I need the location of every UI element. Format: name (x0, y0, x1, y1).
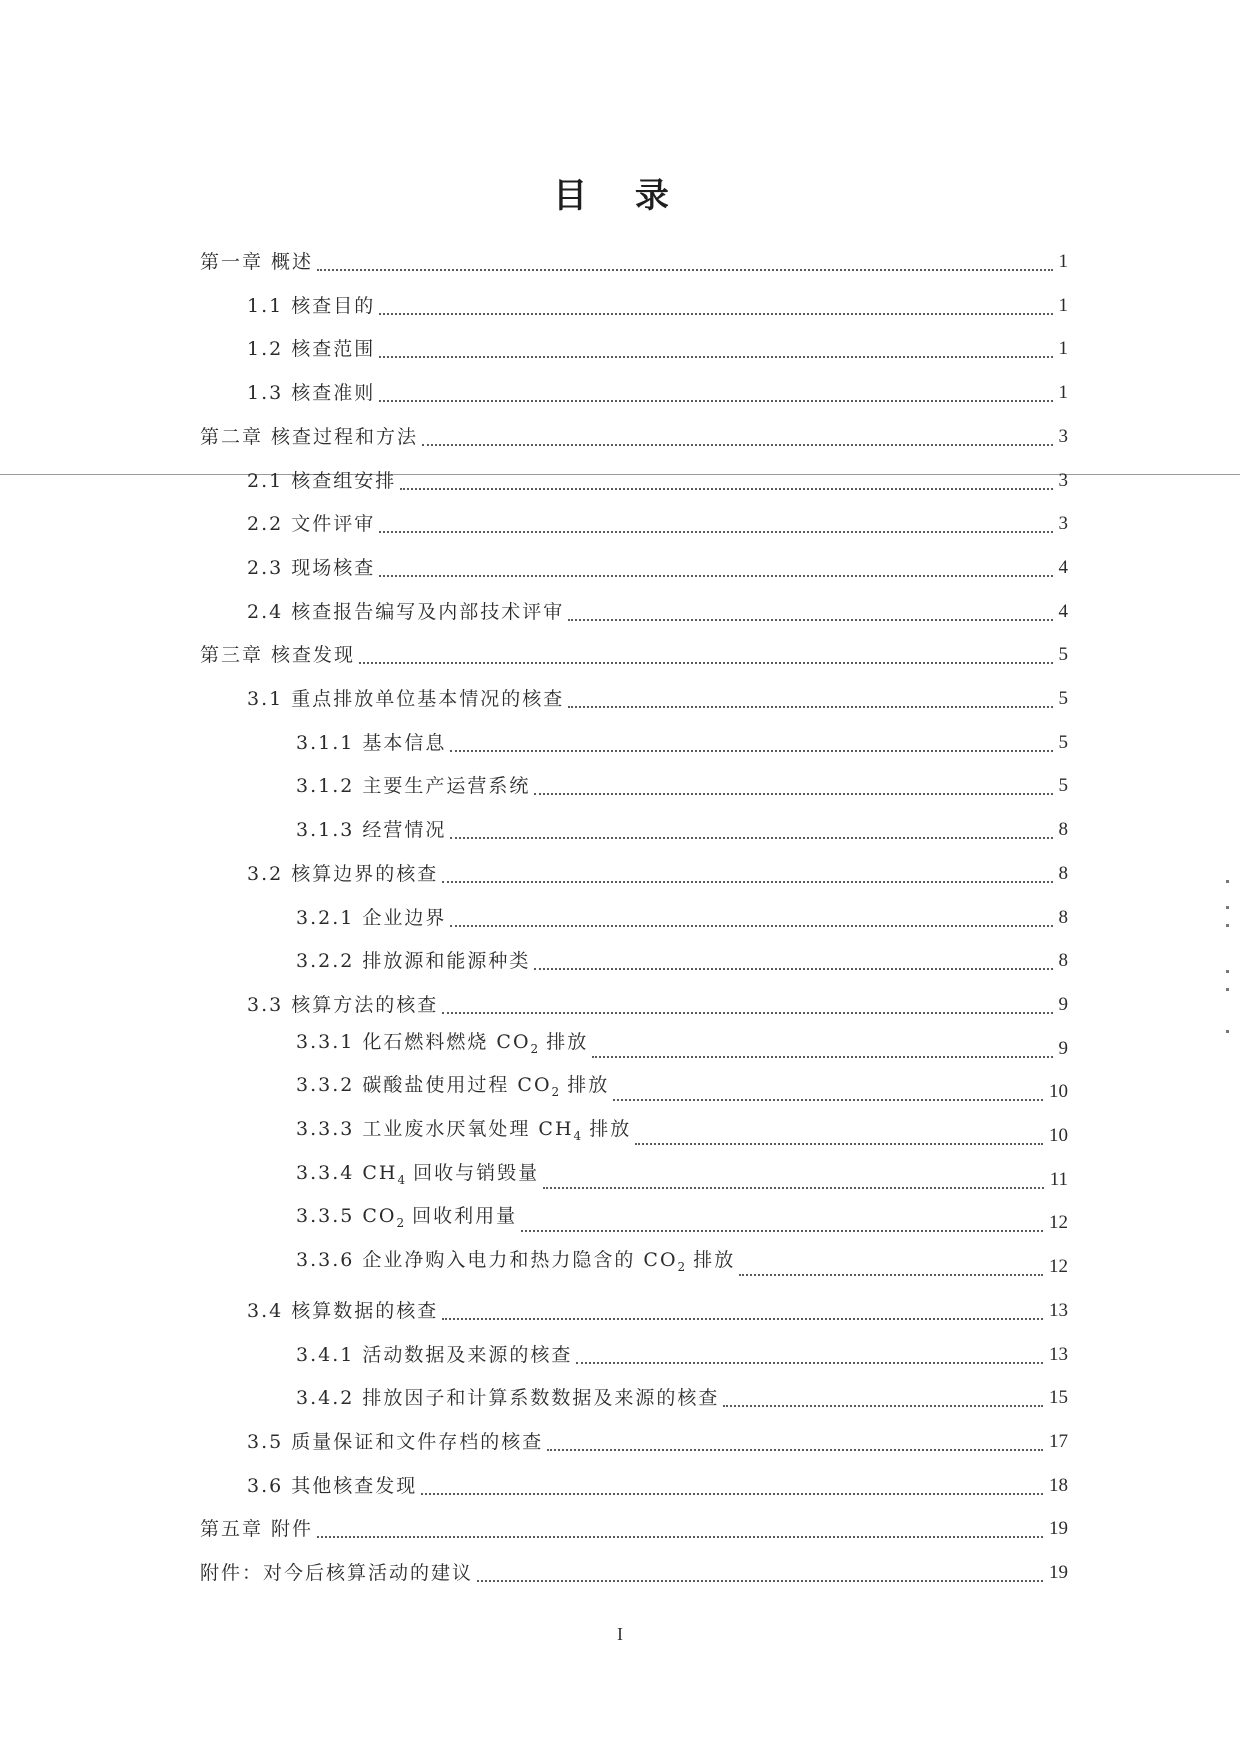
toc-entry[interactable] (247, 466, 1068, 496)
toc-dot-leader (450, 837, 1052, 839)
toc-entry-page: 3 (1058, 426, 1068, 447)
toc-entry-label-tail: 排放 (559, 1074, 610, 1097)
toc-entry[interactable] (247, 597, 1068, 627)
toc-entry-page: 1 (1058, 251, 1068, 272)
toc-entry-page: 8 (1058, 907, 1068, 928)
toc-entry[interactable] (296, 815, 1068, 845)
toc-entry[interactable] (247, 990, 1068, 1020)
toc-entry[interactable] (296, 1074, 1068, 1107)
toc-entry-label-text: 3.2.1 企业边界 (296, 907, 447, 929)
toc-entry-label-text: 3.3.1 化石燃料燃烧 CO (296, 1031, 531, 1054)
toc-entry-label (247, 1471, 421, 1501)
toc-entry[interactable] (200, 422, 1068, 452)
toc-entry-page: 19 (1049, 1518, 1068, 1539)
toc-dot-leader (568, 706, 1052, 708)
toc-entry-label (247, 597, 568, 627)
toc-entry[interactable] (247, 1296, 1068, 1326)
toc-entry-page: 3 (1058, 513, 1068, 534)
toc-entry-page: 10 (1049, 1081, 1068, 1102)
page-number: I (617, 1624, 623, 1644)
toc-entry-label-text: 3.5 质量保证和文件存档的核查 (247, 1431, 544, 1453)
toc-entry-label-text: 3.1.3 经营情况 (296, 819, 447, 841)
toc-entry-label-text: 1.2 核查范围 (247, 338, 376, 360)
toc-entry-page: 19 (1049, 1562, 1068, 1583)
toc-entry-label (296, 1027, 592, 1064)
toc-entry-page: 13 (1049, 1344, 1068, 1365)
toc-entry[interactable] (296, 1118, 1068, 1151)
toc-entry-label-text: 3.3.3 工业废水厌氧处理 CH (296, 1118, 574, 1141)
toc-entry-label-text: 3.4.1 活动数据及来源的核查 (296, 1344, 573, 1366)
toc-entry-label (247, 378, 379, 408)
toc-dot-leader (534, 968, 1052, 970)
toc-entry-label (200, 640, 359, 670)
toc-entry-page: 5 (1058, 732, 1068, 753)
toc-entry[interactable] (296, 1249, 1068, 1282)
toc-entry-label-tail: 排放 (538, 1031, 589, 1054)
toc-dot-leader (576, 1362, 1043, 1364)
toc-entry-label (296, 1383, 723, 1413)
toc-entry[interactable] (247, 859, 1068, 889)
toc-entry[interactable] (296, 1340, 1068, 1370)
toc-entry-label-tail: 排放 (685, 1249, 736, 1272)
toc-dot-leader (442, 881, 1052, 883)
toc-entry-label (296, 1245, 739, 1282)
toc-entry-page: 8 (1058, 950, 1068, 971)
toc-dot-leader (477, 1580, 1043, 1582)
toc-entry-page: 13 (1049, 1300, 1068, 1321)
toc-entry-label (247, 553, 379, 583)
toc-entry-label (296, 1201, 521, 1238)
toc-entry-label-text: 3.2.2 排放源和能源种类 (296, 950, 531, 972)
toc-entry-label-tail: 排放 (581, 1118, 632, 1141)
toc-entry[interactable] (296, 1162, 1068, 1195)
toc-entry[interactable] (247, 509, 1068, 539)
toc-entry-label (247, 334, 379, 364)
toc-entry-label (247, 291, 379, 321)
toc-entry[interactable] (296, 903, 1068, 933)
toc-entry[interactable] (296, 1205, 1068, 1238)
toc-dot-leader (723, 1405, 1043, 1407)
toc-entry-page: 8 (1058, 819, 1068, 840)
toc-entry-page: 15 (1049, 1387, 1068, 1408)
toc-entry-label-tail: 回收利用量 (404, 1205, 518, 1228)
toc-entry-label-text: 附件：对今后核算活动的建议 (200, 1562, 474, 1584)
toc-entry-label-text: 3.4.2 排放因子和计算系数数据及来源的核查 (296, 1387, 720, 1409)
toc-entry-page: 12 (1049, 1212, 1068, 1233)
toc-entry-page: 9 (1058, 1038, 1068, 1059)
toc-dot-leader (379, 531, 1052, 533)
toc-entry-page: 1 (1058, 295, 1068, 316)
toc-entry-label-text: 3.3.2 碳酸盐使用过程 CO (296, 1074, 552, 1097)
toc-entry-label-text: 1.1 核查目的 (247, 295, 376, 317)
toc-entry-label (296, 771, 534, 801)
scan-edge-marks (1226, 880, 1232, 1080)
toc-dot-leader (421, 1493, 1043, 1495)
toc-dot-leader (442, 1318, 1043, 1320)
toc-dot-leader (568, 619, 1052, 621)
toc-dot-leader (317, 269, 1052, 271)
toc-entry-label (247, 859, 442, 889)
toc-entry-label-text: 3.3.4 CH (296, 1162, 398, 1185)
toc-entry-page: 11 (1049, 1169, 1068, 1190)
toc-dot-leader (442, 1012, 1052, 1014)
toc-entry[interactable] (296, 1383, 1068, 1413)
toc-dot-leader (450, 750, 1052, 752)
toc-entry-label (296, 1114, 635, 1151)
toc-entry-label-text: 3.3 核算方法的核查 (247, 994, 439, 1016)
toc-dot-leader (359, 662, 1052, 664)
toc-entry-label-text: 3.1 重点排放单位基本情况的核查 (247, 688, 565, 710)
toc-entry-label-text: 1.3 核查准则 (247, 382, 376, 404)
toc-entry-page: 10 (1049, 1125, 1068, 1146)
toc-entry-label (200, 1558, 477, 1588)
toc-dot-leader (534, 793, 1052, 795)
toc-entry[interactable] (200, 247, 1068, 277)
toc-entry-label-text: 3.1.1 基本信息 (296, 732, 447, 754)
toc-entry[interactable] (247, 1471, 1068, 1501)
toc-entry-page: 8 (1058, 863, 1068, 884)
toc-entry-label (247, 1427, 547, 1457)
toc-dot-leader (379, 356, 1052, 358)
toc-entry-label-text: 3.2 核算边界的核查 (247, 863, 439, 885)
toc-entry[interactable] (200, 1558, 1068, 1588)
toc-entry-label-text: 第五章 附件 (200, 1518, 314, 1540)
toc-entry-label-text: 3.3.6 企业净购入电力和热力隐含的 CO (296, 1249, 678, 1272)
toc-entry-label-text: 2.4 核查报告编写及内部技术评审 (247, 601, 565, 623)
toc-entry-label-text: 2.2 文件评审 (247, 513, 376, 535)
toc-entry-page: 17 (1049, 1431, 1068, 1452)
toc-dot-leader (379, 400, 1052, 402)
toc-entry[interactable] (247, 1427, 1068, 1457)
toc-entry-label-text: 第二章 核查过程和方法 (200, 426, 419, 448)
toc-dot-leader (379, 313, 1052, 315)
toc-entry[interactable] (247, 378, 1068, 408)
toc-dot-leader (379, 575, 1052, 577)
toc-entry-page: 1 (1058, 338, 1068, 359)
toc-entry-label-text: 2.3 现场核查 (247, 557, 376, 579)
toc-dot-leader (592, 1056, 1052, 1058)
toc-entry-page: 5 (1058, 644, 1068, 665)
toc-entry-subscript: 4 (397, 1173, 406, 1187)
toc-entry-page: 5 (1058, 775, 1068, 796)
toc-entry[interactable] (247, 291, 1068, 321)
toc-entry[interactable] (200, 640, 1068, 670)
toc-entry[interactable] (296, 946, 1068, 976)
toc-entry-page: 12 (1049, 1256, 1068, 1277)
toc-entry-subscript: 2 (396, 1216, 405, 1230)
toc-entry-label (296, 1158, 543, 1195)
page-title: 目 录 (553, 176, 687, 216)
toc-entry[interactable] (200, 1514, 1068, 1544)
toc-entry[interactable] (247, 684, 1068, 714)
toc-entry-label (200, 247, 317, 277)
toc-entry[interactable] (296, 1031, 1068, 1064)
toc-entry-label-tail: 回收与销毁量 (405, 1162, 540, 1185)
toc-entry-label (296, 946, 534, 976)
toc-entry-label (200, 422, 422, 452)
toc-dot-leader (635, 1143, 1043, 1145)
toc-entry-page: 4 (1058, 557, 1068, 578)
toc-entry-label-text: 3.3.5 CO (296, 1205, 397, 1228)
toc-entry-label-text: 3.6 其他核查发现 (247, 1475, 418, 1497)
toc-entry-label-text: 第一章 概述 (200, 251, 314, 273)
toc-dot-leader (613, 1099, 1043, 1101)
toc-entry-page: 4 (1058, 601, 1068, 622)
toc-entry-label (247, 684, 568, 714)
toc-entry-label (247, 466, 400, 496)
toc-dot-leader (739, 1274, 1043, 1276)
toc-entry-page: 3 (1058, 470, 1068, 491)
toc-entry-label (296, 903, 450, 933)
toc-dot-leader (422, 444, 1052, 446)
toc-dot-leader (547, 1449, 1043, 1451)
toc-entry[interactable] (247, 334, 1068, 364)
toc-dot-leader (521, 1230, 1043, 1232)
toc-entry-label (296, 1340, 576, 1370)
toc-entry-label (247, 509, 379, 539)
toc-entry-label (296, 728, 450, 758)
toc-entry-subscript: 2 (551, 1085, 560, 1099)
toc-entry-subscript: 2 (530, 1042, 539, 1056)
toc-entry[interactable] (247, 553, 1068, 583)
toc-entry-label (247, 990, 442, 1020)
toc-entry-label (296, 1070, 613, 1107)
toc-entry[interactable] (296, 728, 1068, 758)
toc-entry-page: 18 (1049, 1475, 1068, 1496)
toc-dot-leader (317, 1536, 1043, 1538)
toc-dot-leader (450, 925, 1052, 927)
toc-entry-page: 5 (1058, 688, 1068, 709)
toc-entry-label (200, 1514, 317, 1544)
toc-entry-label-text: 第三章 核查发现 (200, 644, 356, 666)
toc-dot-leader (543, 1187, 1044, 1189)
toc-dot-leader (400, 488, 1052, 490)
toc-entry-page: 9 (1058, 994, 1068, 1015)
toc-entry-label-text: 3.1.2 主要生产运营系统 (296, 775, 531, 797)
toc-entry-label (247, 1296, 442, 1326)
toc-entry-label-text: 3.4 核算数据的核查 (247, 1300, 439, 1322)
toc-entry-page: 1 (1058, 382, 1068, 403)
toc-entry-subscript: 4 (573, 1129, 582, 1143)
toc-entry[interactable] (296, 771, 1068, 801)
toc-entry-label-text: 2.1 核查组安排 (247, 470, 397, 492)
toc-entry-label (296, 815, 450, 845)
toc-entry-subscript: 2 (677, 1260, 686, 1274)
